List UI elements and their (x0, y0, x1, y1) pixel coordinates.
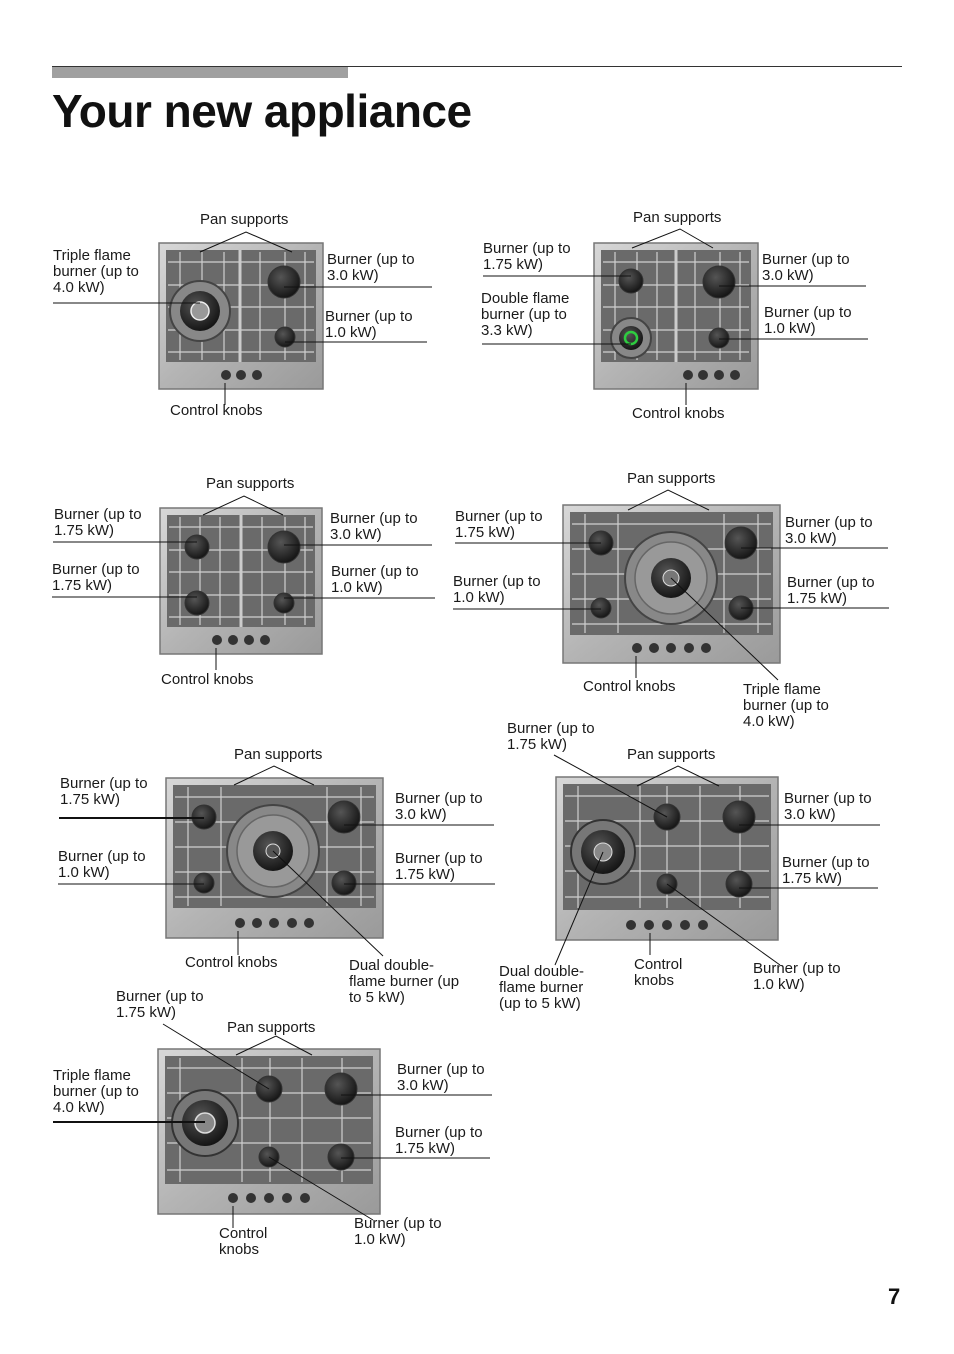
hob3-pan-supports-label: Pan supports (206, 475, 295, 492)
hob2-control-knobs-label: Control knobs (632, 405, 725, 422)
hob2-burner-front-right-label: Burner (up to 1.0 kW) (764, 304, 852, 337)
hob3-burner-front-right-label: Burner (up to 1.0 kW) (331, 563, 419, 596)
hob6-dual-double-label: Dual double- flame burner (up to 5 kW) (499, 963, 585, 1012)
hob3-burner-rear-right-label: Burner (up to 3.0 kW) (330, 510, 418, 543)
hob2-double-flame-label: Double flame burner (up to 3.3 kW) (481, 290, 570, 339)
hob5-burner-front-right-label: Burner (up to 1.75 kW) (395, 850, 483, 883)
hob7-burner-front-right-label: Burner (up to 1.75 kW) (395, 1124, 483, 1157)
hob1-burner-rear-right-label: Burner (up to 3.0 kW) (327, 251, 415, 284)
hob1-burner-front-right-label: Burner (up to 1.0 kW) (325, 308, 413, 341)
page-title: Your new appliance (52, 85, 472, 137)
hob2-burner-rear-right-label: Burner (up to 3.0 kW) (762, 251, 850, 284)
hob5-dual-double-label: Dual double- flame burner (up to 5 kW) (349, 957, 460, 1006)
hob7-triple-flame-label: Triple flame burner (up to 4.0 kW) (53, 1067, 139, 1116)
hob4-burner-front-right-label: Burner (up to 1.75 kW) (787, 574, 875, 607)
hob6-pan-supports-label: Pan supports (627, 746, 716, 763)
hob7-burner-front-mid-label: Burner (up to 1.0 kW) (354, 1215, 442, 1248)
hob1-pan-supports-label: Pan supports (200, 211, 289, 228)
hob5-burner-rear-left-label: Burner (up to 1.75 kW) (60, 775, 148, 808)
hob6-burner-top-label: Burner (up to 1.75 kW) (507, 720, 595, 753)
hob5-burner-rear-right-label: Burner (up to 3.0 kW) (395, 790, 483, 823)
hob5-control-knobs-label: Control knobs (185, 954, 278, 971)
hob4-burner-front-left-label: Burner (up to 1.0 kW) (453, 573, 541, 606)
hob4-pan-supports-label: Pan supports (627, 470, 716, 487)
hob4-burner-rear-right-label: Burner (up to 3.0 kW) (785, 514, 873, 547)
hob4-control-knobs-label: Control knobs (583, 678, 676, 695)
hob3-control-knobs-label: Control knobs (161, 671, 254, 688)
hob7-pan-supports-label: Pan supports (227, 1019, 316, 1036)
hob2-pan-supports-label: Pan supports (633, 209, 722, 226)
hob7-control-knobs-label: Control knobs (219, 1225, 268, 1258)
hob6-control-knobs-label: Control knobs (634, 956, 683, 989)
hob3-burner-rear-left-label: Burner (up to 1.75 kW) (54, 506, 142, 539)
page-number: 7 (888, 1284, 901, 1309)
hob5-pan-supports-label: Pan supports (234, 746, 323, 763)
hob4-triple-flame-label: Triple flame burner (up to 4.0 kW) (743, 681, 829, 730)
hob4-burner-rear-left-label: Burner (up to 1.75 kW) (455, 508, 543, 541)
hob7-burner-top-label: Burner (up to 1.75 kW) (116, 988, 204, 1021)
hob1-triple-flame-label: Triple flame burner (up to 4.0 kW) (53, 247, 139, 296)
hob7-burner-rear-right-label: Burner (up to 3.0 kW) (397, 1061, 485, 1094)
hob6-burner-rear-right-label: Burner (up to 3.0 kW) (784, 790, 872, 823)
hob2-burner-rear-left-label: Burner (up to 1.75 kW) (483, 240, 571, 273)
hob5-burner-front-left-label: Burner (up to 1.0 kW) (58, 848, 146, 881)
hob3-burner-front-left-label: Burner (up to 1.75 kW) (52, 561, 140, 594)
hob1-control-knobs-label: Control knobs (170, 402, 263, 419)
hob6-burner-front-mid-label: Burner (up to 1.0 kW) (753, 960, 841, 993)
hob6-burner-front-right-label: Burner (up to 1.75 kW) (782, 854, 870, 887)
